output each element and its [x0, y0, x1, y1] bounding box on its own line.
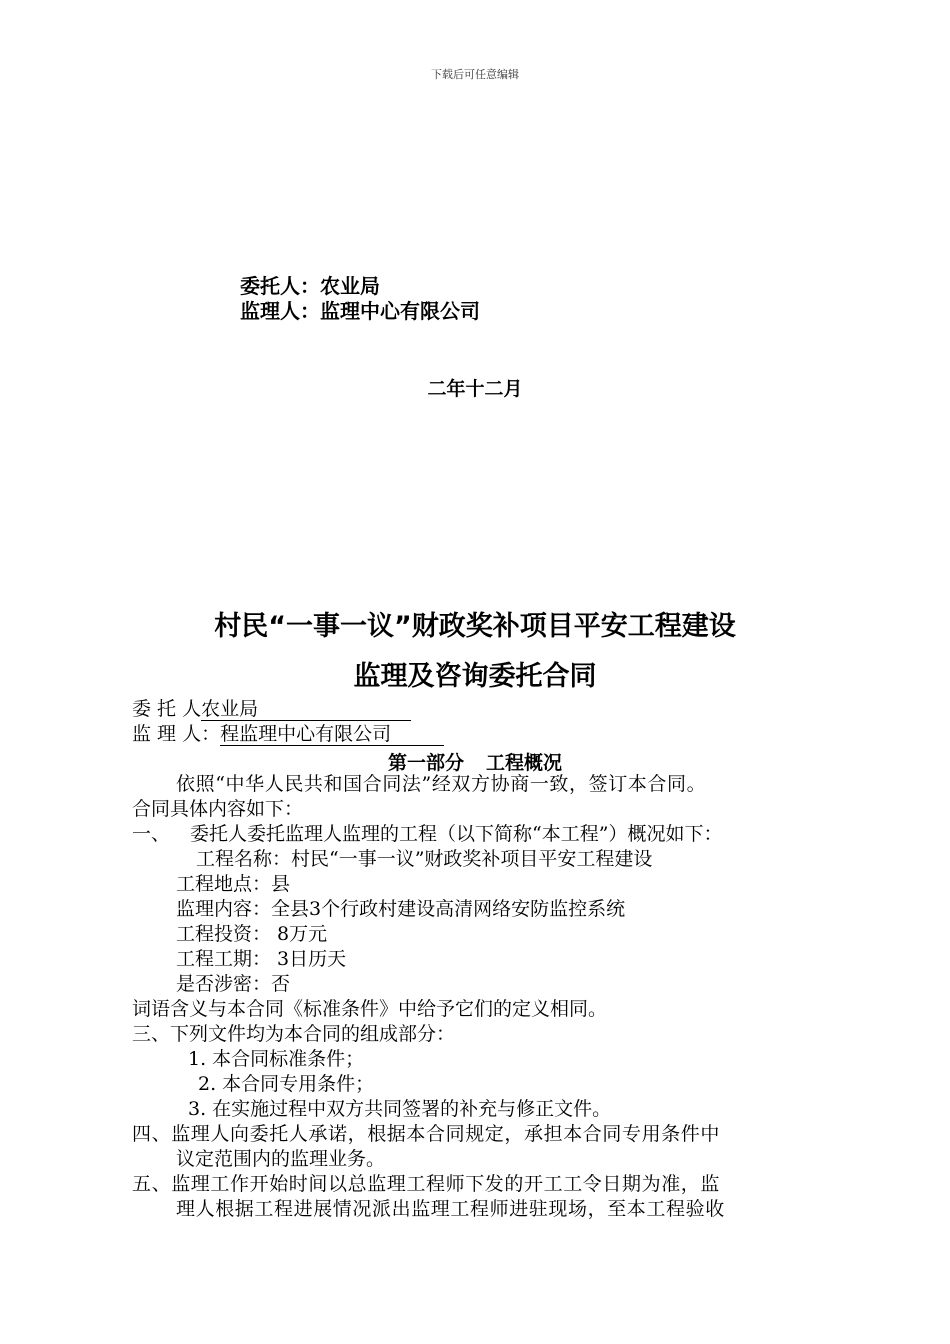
intro-continuation: 合同具体内容如下：: [132, 798, 304, 820]
section-part: 第一部分: [387, 752, 464, 774]
supervision-scope: 监理内容：全县3个行政村建设高清网络安防监控系统: [176, 898, 626, 920]
item-1-number: 一、: [132, 823, 171, 845]
item-3: 三、下列文件均为本合同的组成部分：: [132, 1023, 456, 1045]
project-location: 工程地点：县: [176, 873, 291, 895]
client-party-line: [132, 697, 411, 722]
contract-title-line2: 监理及咨询委托合同: [353, 661, 597, 692]
document-2: 2. 本合同专用条件；: [198, 1073, 375, 1095]
document-1: 1. 本合同标准条件；: [188, 1048, 365, 1070]
project-name: 工程名称：村民“一事一议”财政奖补项目平安工程建设: [196, 848, 653, 870]
item-5-line1: 五、监理工作开始时间以总监理工程师下发的开工工令日期为准，监: [132, 1173, 721, 1195]
item-5-line2: 理人根据工程进展情况派出监理工程师进驻现场，至本工程验收: [176, 1198, 725, 1220]
cover-date: 二年十二月: [427, 378, 523, 400]
header-note: 下载后可任意编辑: [431, 68, 519, 81]
item-4-line2: 议定范围内的监理业务。: [176, 1148, 386, 1170]
section-name: 工程概况: [486, 752, 563, 774]
supervisor-label: 监 理 人：: [132, 723, 221, 745]
client-label: 委 托 人: [132, 698, 202, 720]
project-duration: 工程工期： 3日历天: [176, 948, 347, 970]
contract-title-line1: 村民“一事一议”财政奖补项目平安工程建设: [214, 611, 736, 642]
section-heading: [0, 748, 950, 775]
project-classified: 是否涉密：否: [176, 973, 291, 995]
supervisor-value: 程监理中心有限公司: [220, 723, 444, 746]
cover-supervisor: 监理人：监理中心有限公司: [240, 299, 480, 323]
client-value: 农业局: [201, 698, 411, 721]
terms-meaning: 词语含义与本合同《标准条件》中给予它们的定义相同。: [132, 998, 608, 1020]
cover-client: 委托人：农业局: [240, 274, 380, 298]
supervisor-party-line: [132, 722, 444, 747]
intro-paragraph: 依照“中华人民共和国合同法”经双方协商一致，签订本合同。: [176, 773, 707, 795]
project-investment: 工程投资： 8万元: [176, 923, 328, 945]
item-1: [132, 822, 722, 847]
item-4-line1: 四、监理人向委托人承诺，根据本合同规定，承担本合同专用条件中: [132, 1123, 721, 1145]
document-3: 3. 在实施过程中双方共同签署的补充与修正文件。: [188, 1098, 612, 1120]
item-1-text: 委托人委托监理人监理的工程（以下简称“本工程”）概况如下：: [190, 823, 723, 845]
